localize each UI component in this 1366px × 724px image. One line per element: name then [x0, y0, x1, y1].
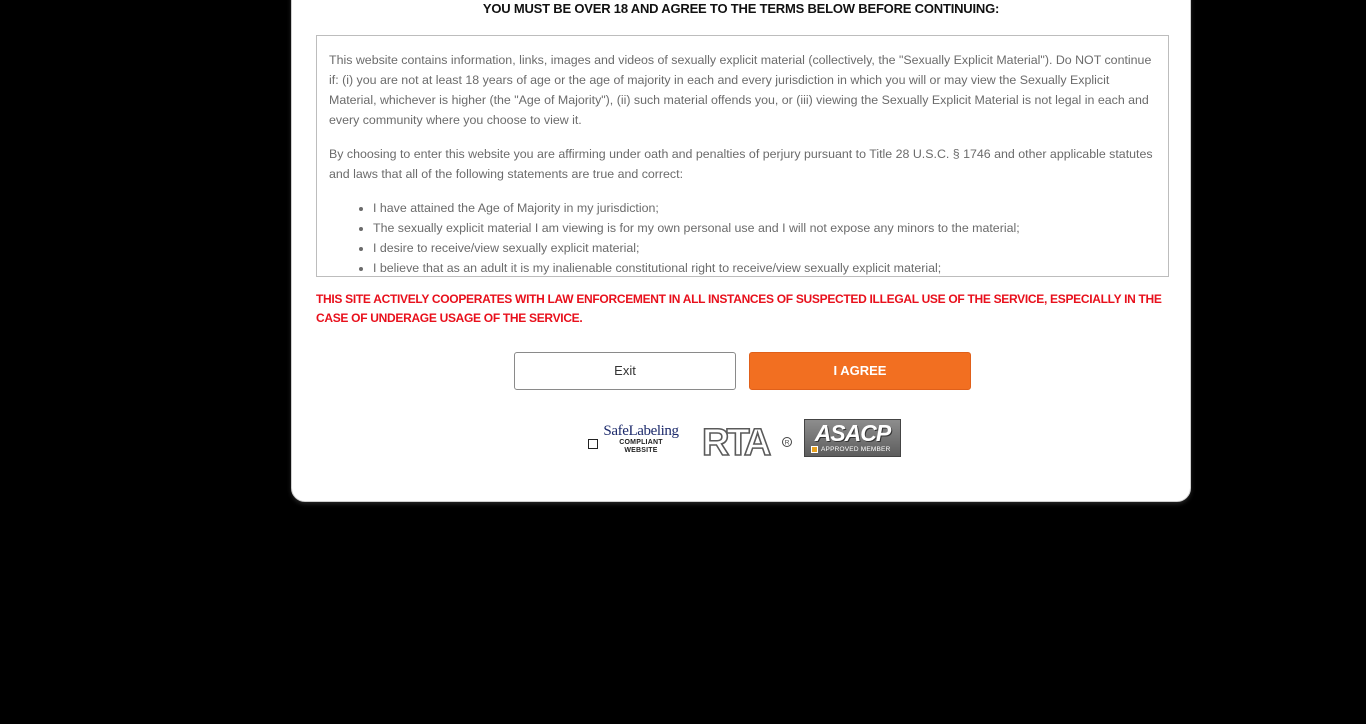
badge-checkbox[interactable] [588, 439, 598, 449]
terms-scroll-box[interactable] [316, 35, 1169, 277]
list-item: • The sexually explicit material I am viewing is for my own personal use and I will not expose any minors to the material; [373, 218, 1156, 238]
list-item: • I believe that as an adult it is my inalienable constitutional right to receive/view sexually explicit material; [373, 258, 1156, 277]
asacp-approved-text: APPROVED MEMBER [821, 446, 891, 453]
list-item: • I desire to receive/view sexually explicit material; [373, 238, 1156, 258]
terms-statements-list [329, 198, 1156, 277]
rta-logo-text: RTA [702, 423, 769, 459]
safelabeling-title: SafeLabeling [603, 423, 679, 439]
svg-text:R: R [784, 439, 790, 447]
safelabeling-compliant: COMPLIANT [619, 439, 663, 446]
terms-paragraph-2: By choosing to enter this website you are affirming under oath and penalties of perjury pursuant to Title 28 U.S.C. § 1746 and other applicable statutes and laws that all of the following statements are true and correct: [329, 147, 1153, 181]
check-icon [811, 446, 818, 453]
compliance-badges [588, 419, 908, 459]
modal-heading: YOU MUST BE OVER 18 AND AGREE TO THE TERMS BELOW BEFORE CONTINUING: [482, 1, 1000, 16]
terms-paragraph-1: This website contains information, links, images and videos of sexually explicit material (collectively, the "Sexually Explicit Material"). Do NOT continue if: (i) you are not at least 18 years of age or the age of majority in each and every jurisdiction in which you will or may view the Sexually Explicit Material, whichever is higher (the "Age of Majority"), (ii) such material offends you, or (iii) viewing the Sexually Explicit Material is not legal in each and every community where you choose to view it. [329, 53, 1152, 127]
age-verification-modal [291, 0, 1191, 502]
safelabeling-logo [602, 423, 680, 455]
list-item: • I have attained the Age of Majority in my jurisdiction; [373, 198, 1156, 218]
exit-button[interactable]: Exit [514, 352, 736, 390]
asacp-approved [811, 445, 890, 454]
law-enforcement-warning: THIS SITE ACTIVELY COOPERATES WITH LAW ENFORCEMENT IN ALL INSTANCES OF SUSPECTED ILLEGAL USE OF THE SERVICE, ESPECIALLY IN THE CASE OF UNDERAGE USAGE OF THE SERVICE. [316, 292, 1162, 325]
rta-logo [700, 423, 794, 459]
agree-button[interactable]: I AGREE [749, 352, 971, 390]
asacp-logo [804, 419, 901, 457]
safelabeling-website: WEBSITE [624, 447, 658, 454]
asacp-logo-text: ASACP [814, 420, 891, 446]
